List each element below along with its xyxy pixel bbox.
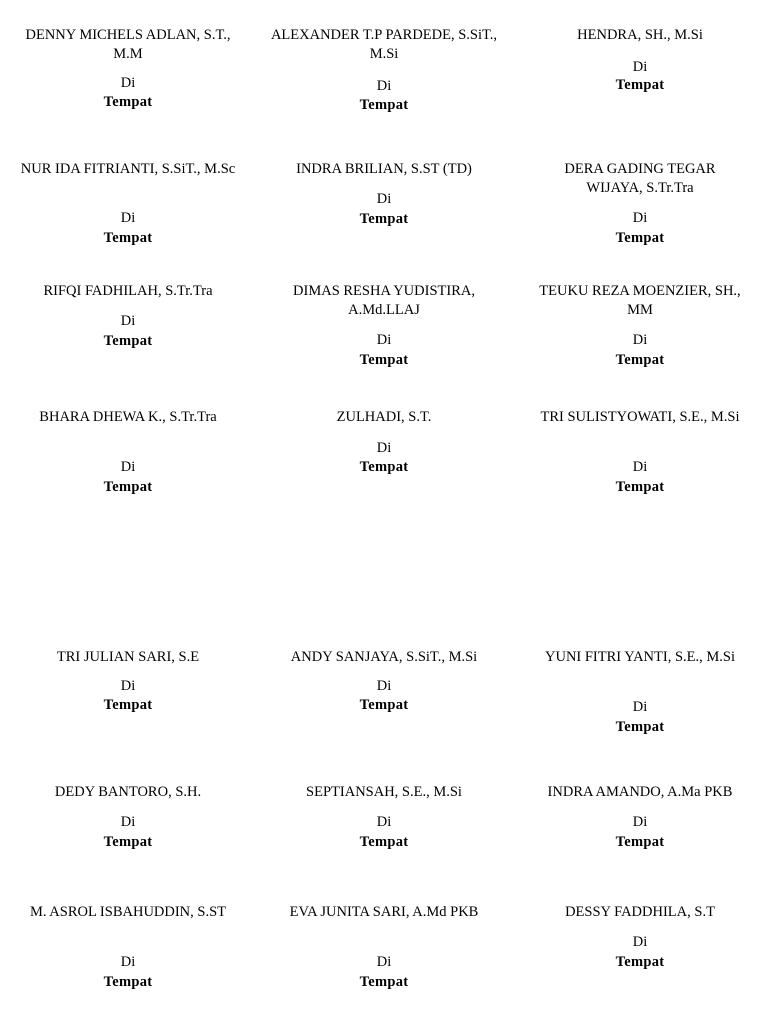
di-text: Di bbox=[632, 699, 648, 715]
tempat-text: Tempat bbox=[615, 834, 665, 850]
di-text: Di bbox=[376, 332, 392, 348]
tempat-text: Tempat bbox=[103, 333, 153, 349]
recipient-name: TRI JULIAN SARI, S.E bbox=[56, 649, 200, 665]
di-text: Di bbox=[120, 459, 136, 475]
di-text: Di bbox=[632, 332, 648, 348]
tempat-text: Tempat bbox=[615, 230, 665, 246]
recipient-name: RIFQI FADHILAH, S.Tr.Tra bbox=[43, 283, 213, 299]
recipient-name: TRI SULISTYOWATI, S.E., M.Si bbox=[540, 409, 740, 425]
recipient-name: INDRA BRILIAN, S.ST (TD) bbox=[296, 161, 472, 177]
di-text: Di bbox=[376, 814, 392, 830]
di-text: Di bbox=[632, 59, 648, 75]
di-text: Di bbox=[376, 78, 392, 94]
di-text: Di bbox=[376, 440, 392, 456]
tempat-text: Tempat bbox=[359, 974, 409, 990]
recipient-name: DESSY FADDHILA, S.T bbox=[565, 904, 715, 920]
recipient-name: BHARA DHEWA K., S.Tr.Tra bbox=[39, 409, 217, 425]
recipient-name: DENNY MICHELS ADLAN, S.T., M.M bbox=[25, 27, 231, 62]
di-text: Di bbox=[120, 678, 136, 694]
tempat-text: Tempat bbox=[103, 697, 153, 713]
tempat-text: Tempat bbox=[103, 230, 153, 246]
tempat-text: Tempat bbox=[359, 97, 409, 113]
recipient-name: M. ASROL ISBAHUDDIN, S.ST bbox=[29, 904, 227, 920]
recipient-name: HENDRA, SH., M.Si bbox=[577, 27, 703, 43]
recipient-name: DIMAS RESHA YUDISTIRA, A.Md.LLAJ bbox=[293, 283, 475, 318]
di-text: Di bbox=[120, 75, 136, 91]
recipient-name: ANDY SANJAYA, S.SiT., M.Si bbox=[290, 649, 478, 665]
di-text: Di bbox=[632, 934, 648, 950]
recipient-name: INDRA AMANDO, A.Ma PKB bbox=[547, 784, 733, 800]
di-text: Di bbox=[376, 954, 392, 970]
recipient-name: ALEXANDER T.P PARDEDE, S.SiT., M.Si bbox=[270, 27, 498, 62]
tempat-text: Tempat bbox=[359, 697, 409, 713]
tempat-text: Tempat bbox=[359, 834, 409, 850]
tempat-text: Tempat bbox=[103, 834, 153, 850]
recipient-name: SEPTIANSAH, S.E., M.Si bbox=[306, 784, 462, 800]
di-text: Di bbox=[376, 678, 392, 694]
tempat-text: Tempat bbox=[103, 479, 153, 495]
di-text: Di bbox=[120, 313, 136, 329]
di-text: Di bbox=[632, 210, 648, 226]
tempat-text: Tempat bbox=[615, 479, 665, 495]
tempat-text: Tempat bbox=[359, 459, 409, 475]
tempat-text: Tempat bbox=[615, 954, 665, 970]
tempat-text: Tempat bbox=[615, 352, 665, 368]
di-text: Di bbox=[120, 210, 136, 226]
tempat-text: Tempat bbox=[103, 974, 153, 990]
recipient-name: ZULHADI, S.T. bbox=[336, 409, 432, 425]
recipient-name: DERA GADING TEGAR WIJAYA, S.Tr.Tra bbox=[564, 161, 716, 196]
di-text: Di bbox=[632, 459, 648, 475]
recipient-name: TEUKU REZA MOENZIER, SH., MM bbox=[539, 283, 741, 318]
tempat-text: Tempat bbox=[359, 352, 409, 368]
recipient-name: NUR IDA FITRIANTI, S.SiT., M.Sc bbox=[20, 161, 236, 177]
tempat-text: Tempat bbox=[615, 77, 665, 93]
di-text: Di bbox=[120, 814, 136, 830]
recipient-name: DEDY BANTORO, S.H. bbox=[54, 784, 202, 800]
recipient-name: YUNI FITRI YANTI, S.E., M.Si bbox=[545, 649, 735, 665]
tempat-text: Tempat bbox=[103, 94, 153, 110]
di-text: Di bbox=[632, 814, 648, 830]
di-text: Di bbox=[376, 191, 392, 207]
tempat-text: Tempat bbox=[359, 211, 409, 227]
di-text: Di bbox=[120, 954, 136, 970]
recipient-name: EVA JUNITA SARI, A.Md PKB bbox=[289, 904, 479, 920]
tempat-text: Tempat bbox=[615, 719, 665, 735]
